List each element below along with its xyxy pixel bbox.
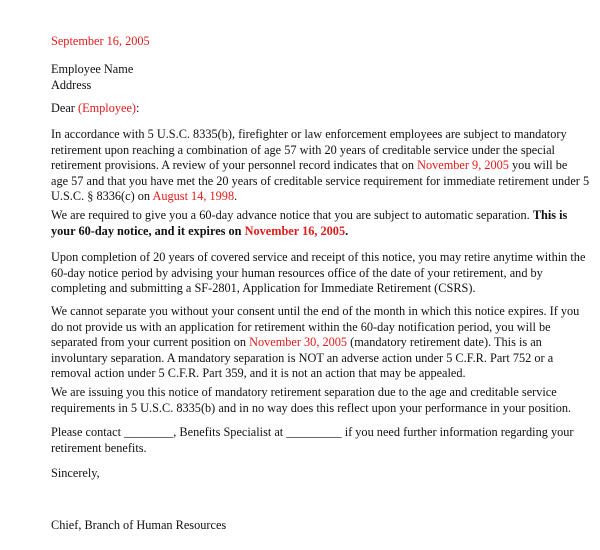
paragraph-contact	[51, 425, 581, 456]
p5-line: requirements in 5 U.S.C. 8335(b) and in no way does this reflect upon your performance in your position.	[51, 400, 572, 415]
p1-line	[51, 189, 581, 205]
letter-date: September 16, 2005	[51, 34, 150, 48]
salutation-prefix: Dear	[51, 101, 78, 115]
p2-line	[51, 224, 581, 240]
p2-bold-text: your 60-day notice, and it expires on	[51, 223, 245, 238]
signature-title: Chief, Branch of Human Resources	[51, 518, 227, 532]
p4-line: We cannot separate you without your consent until the end of the month in which this notice expires. If you	[51, 304, 580, 318]
p4-text: (mandatory retirement date). This is an	[347, 335, 542, 350]
p6-line: Please contact ________, Benefits Specialist at _________ if you need further information regarding your	[51, 425, 574, 439]
p4-line: removal action under 5 C.F.R. Part 359, and it is not an action that may be appealed.	[51, 366, 466, 381]
p2-bold-text: .	[345, 223, 349, 238]
salutation-name: (Employee)	[77, 101, 137, 115]
p4-line: do not provide us with an application for retirement within the 60-day notification period, you will be	[51, 319, 551, 334]
p1-line: retirement upon reaching a combination of age 57 with 20 years of creditable service under the special	[51, 142, 555, 157]
p2-line	[51, 208, 581, 224]
p5-line: We are issuing you this notice of mandatory retirement separation due to the age and creditable service	[51, 385, 557, 399]
p1-text: U.S.C. § 8336(c) on	[51, 189, 153, 204]
recipient-block	[51, 62, 581, 93]
service-date: August 14, 1998	[152, 189, 235, 204]
notice-expiry-date: November 16, 2005	[244, 223, 346, 238]
p1-text: you will be	[508, 158, 568, 173]
paragraph-reason	[51, 385, 581, 416]
p1-line: age 57 and that you have met the 20 years of creditable service requirement for immediate retirement under 5	[51, 173, 590, 188]
recipient-name: Employee Name	[51, 62, 134, 76]
p3-line: Upon completion of 20 years of covered service and receipt of this notice, you may retire anytime within the	[51, 250, 586, 264]
p3-line: completing and submitting a SF-2801, Application for Immediate Retirement (CSRS).	[51, 281, 476, 296]
mandatory-retirement-date: November 30, 2005	[249, 335, 348, 350]
paragraph-retirement-option	[51, 250, 586, 297]
recipient-address: Address	[51, 77, 92, 92]
p4-line: involuntary separation. A mandatory separation is NOT an adverse action under 5 C.F.R. Part 752 or a	[51, 350, 554, 365]
paragraph-separation	[51, 304, 581, 382]
p2-text: We are required to give you a 60-day advance notice that you are subject to automatic separation.	[51, 208, 533, 222]
p1-line	[51, 158, 581, 174]
eligibility-date: November 9, 2005	[417, 158, 509, 173]
paragraph-eligibility	[51, 127, 590, 205]
p3-line: 60-day notice period by advising your human resources office of the date of your retirement, and by	[51, 265, 543, 280]
p4-text: separated from your current position on	[51, 335, 250, 350]
p2-bold-text: This is	[532, 208, 568, 222]
p6-line: retirement benefits.	[51, 440, 147, 455]
salutation	[51, 101, 581, 117]
paragraph-notice	[51, 208, 581, 239]
p4-line	[51, 335, 581, 351]
p1-text: retirement provisions. A review of your personnel record indicates that on	[51, 158, 418, 173]
closing: Sincerely,	[51, 466, 100, 480]
p1-text: .	[234, 189, 238, 204]
p1-line: In accordance with 5 U.S.C. 8335(b), firefighter or law enforcement employees are subject to mandatory	[51, 127, 567, 141]
salutation-suffix: :	[136, 101, 140, 115]
